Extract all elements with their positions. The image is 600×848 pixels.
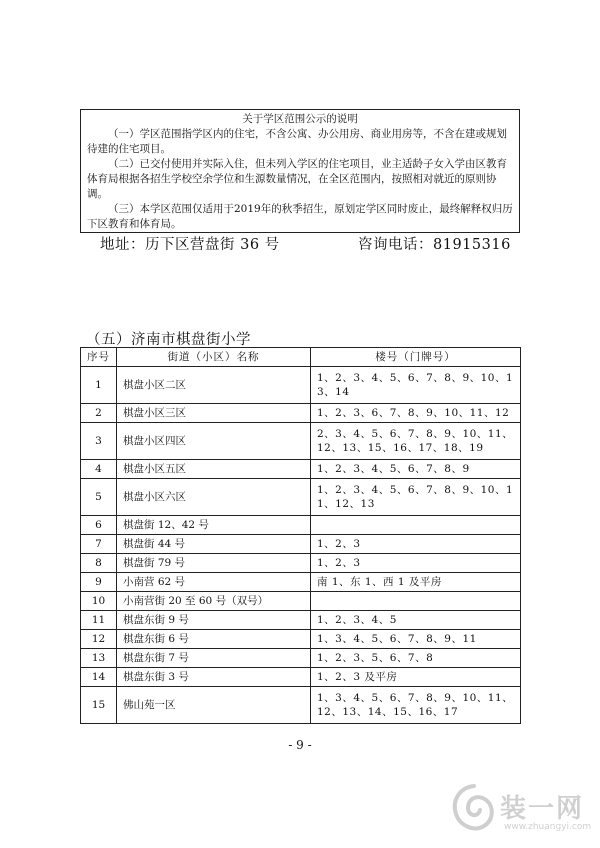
- row-street: 棋盘东街 7 号: [117, 649, 311, 668]
- table-row: [81, 573, 521, 592]
- row-buildings: 2、3、4、5、6、7、8、9、10、11、12、13、15、16、17、18、19: [311, 423, 521, 460]
- table-row: [81, 423, 521, 460]
- row-no: 10: [81, 592, 117, 611]
- header-buildings: 楼号（门牌号）: [311, 348, 521, 367]
- watermark-url: www.zhuangyi.com: [504, 822, 592, 832]
- row-street: 小南营街 20 至 60 号（双号）: [117, 592, 311, 611]
- table-row: [81, 404, 521, 423]
- table-row: [81, 516, 521, 535]
- table-row: [81, 367, 521, 404]
- row-no: 9: [81, 573, 117, 592]
- row-no: 4: [81, 460, 117, 479]
- school-district-table: [80, 347, 521, 724]
- row-no: 14: [81, 668, 117, 687]
- watermark-text: 装一网: [500, 794, 585, 824]
- row-no: 11: [81, 611, 117, 630]
- row-no: 2: [81, 404, 117, 423]
- row-no: 1: [81, 367, 117, 404]
- row-street: 棋盘小区二区: [117, 367, 311, 404]
- header-no: 序号: [81, 348, 117, 367]
- row-street: 小南营 62 号: [117, 573, 311, 592]
- row-no: 15: [81, 687, 117, 724]
- section-title: （五）济南市棋盘街小学: [86, 332, 251, 348]
- row-buildings: 南 1、东 1、西 1 及平房: [311, 573, 521, 592]
- table-row: [81, 535, 521, 554]
- header-street: 街道（小区）名称: [117, 348, 311, 367]
- row-street: 棋盘东街 3 号: [117, 668, 311, 687]
- row-street: 棋盘小区四区: [117, 423, 311, 460]
- table-row: [81, 630, 521, 649]
- table-row: [81, 554, 521, 573]
- notice-paragraph-1: （一）学区范围指学区内的住宅，不含公寓、办公用房、商业用房等，不含在建或规划待建的住宅项目。: [87, 128, 507, 155]
- row-buildings: 1、2、3、4、5、6、7、8、9、10、13、14: [311, 367, 521, 404]
- row-buildings: 1、3、4、5、6、7、8、9、11: [311, 630, 521, 649]
- row-buildings: 1、2、3、4、5、6、7、8、9: [311, 460, 521, 479]
- notice-paragraph-3: （三）本学区范围仅适用于2019年的秋季招生，原划定学区同时废止，最终解释权归历下区教育和体育局。: [87, 203, 513, 230]
- row-street: 棋盘街 12、42 号: [117, 516, 311, 535]
- row-no: 7: [81, 535, 117, 554]
- row-street: 棋盘小区三区: [117, 404, 311, 423]
- table-row: [81, 687, 521, 724]
- row-street: 棋盘小区六区: [117, 479, 311, 516]
- row-no: 3: [81, 423, 117, 460]
- watermark-swirl-icon: [448, 782, 500, 838]
- phone-text: 咨询电话：81915316: [358, 237, 511, 253]
- table-row: [81, 611, 521, 630]
- row-buildings: 1、2、3、6、7、8、9、10、11、12: [311, 404, 521, 423]
- row-no: 13: [81, 649, 117, 668]
- table-row: [81, 460, 521, 479]
- row-street: 棋盘小区五区: [117, 460, 311, 479]
- row-no: 5: [81, 479, 117, 516]
- row-buildings: 1、3、4、5、6、7、8、9、10、11、12、13、14、15、16、17: [311, 687, 521, 724]
- row-buildings: 1、2、3、5、6、7、8: [311, 649, 521, 668]
- row-buildings: 1、2、3: [311, 554, 521, 573]
- row-buildings: 1、2、3、4、5、6、7、8、9、10、11、12、13: [311, 479, 521, 516]
- row-buildings: [311, 592, 521, 611]
- notice-paragraph-2: （二）已交付使用并实际入住，但未列入学区的住宅项目，业主适龄子女入学由区教育体育局根据各招生学校空余学位和生源数量情况，在全区范围内，按照相对就近的原则协调。: [87, 158, 507, 200]
- row-street: 棋盘东街 9 号: [117, 611, 311, 630]
- table-header-row: [81, 348, 521, 367]
- table-row: [81, 592, 521, 611]
- page-number: - 9 -: [288, 738, 312, 752]
- row-street: 棋盘街 79 号: [117, 554, 311, 573]
- row-street: 佛山苑一区: [117, 687, 311, 724]
- row-street: 棋盘街 44 号: [117, 535, 311, 554]
- row-buildings: [311, 516, 521, 535]
- notice-box: [80, 109, 520, 233]
- row-buildings: 1、2、3 及平房: [311, 668, 521, 687]
- table-row: [81, 649, 521, 668]
- row-no: 12: [81, 630, 117, 649]
- table-row: [81, 668, 521, 687]
- contact-line: [100, 233, 520, 253]
- row-buildings: 1、2、3、4、5: [311, 611, 521, 630]
- row-buildings: 1、2、3: [311, 535, 521, 554]
- row-no: 8: [81, 554, 117, 573]
- watermark-logo: [448, 782, 594, 842]
- notice-title: 关于学区范围公示的说明: [242, 113, 358, 125]
- address-text: 地址：历下区营盘街 36 号: [100, 237, 280, 253]
- table-row: [81, 479, 521, 516]
- row-no: 6: [81, 516, 117, 535]
- row-street: 棋盘东街 6 号: [117, 630, 311, 649]
